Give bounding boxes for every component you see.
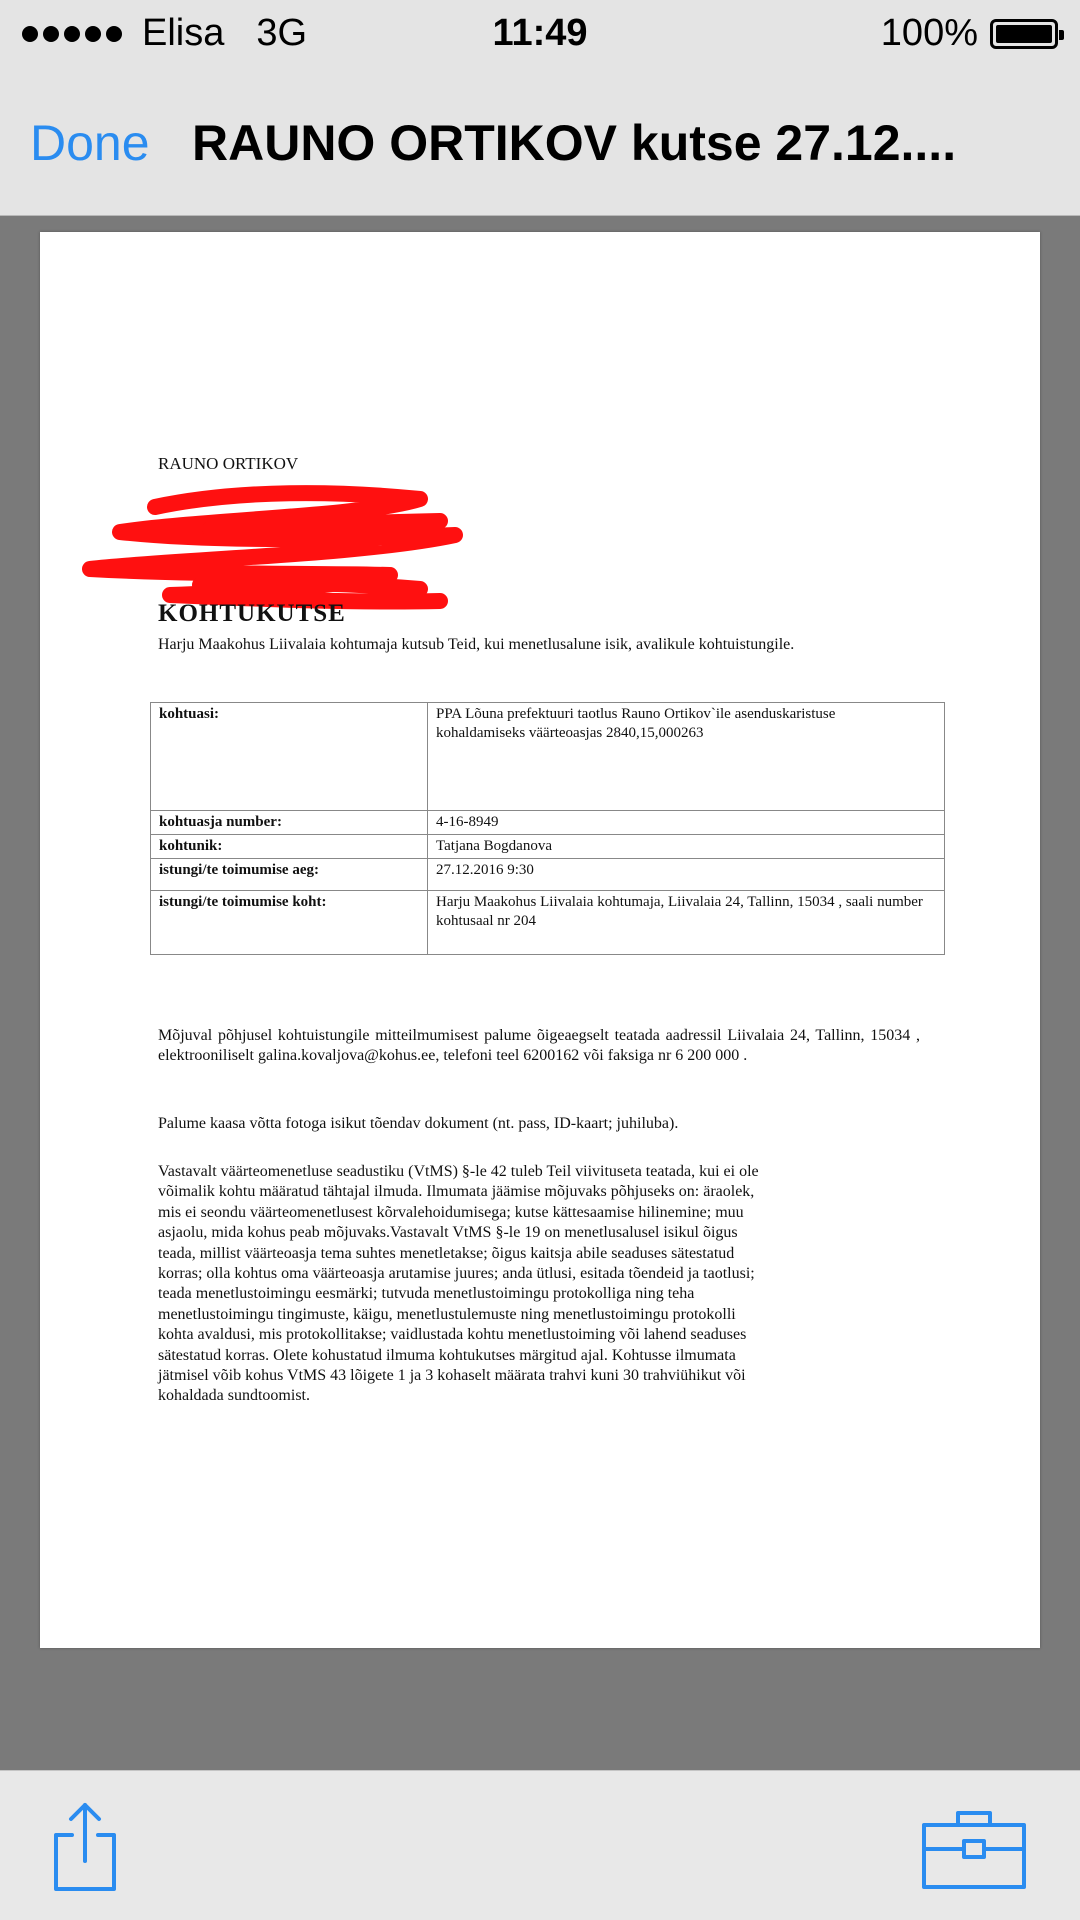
table-row: [151, 891, 945, 955]
table-key: kohtunik:: [151, 835, 428, 859]
network-type: 3G: [256, 12, 308, 54]
redaction-scribble: [60, 477, 480, 617]
table-value: 4-16-8949: [428, 811, 945, 835]
battery-percent: 100%: [880, 12, 978, 54]
rights-line: võimalik kohtu määratud tähtajal ilmuda. Ilmumata jäämise mõjuvaks põhjuseks on: äraolek,: [158, 1183, 755, 1201]
table-row: [151, 811, 945, 835]
done-button[interactable]: Done: [30, 115, 150, 171]
table-row: [151, 703, 945, 811]
bottom-toolbar: [0, 1770, 1080, 1920]
rights-line: mis ei seondu väärteomenetlusest kõrvalehoidumisega; kutse kättesaamise hilinemine; muu: [158, 1203, 744, 1221]
table-value: Harju Maakohus Liivalaia kohtumaja, Liivalaia 24, Tallinn, 15034 , saali number kohtusaal nr 204: [428, 891, 945, 955]
toolbox-icon[interactable]: [920, 1807, 1028, 1891]
table-value: Tatjana Bogdanova: [428, 835, 945, 859]
status-right: [881, 12, 1058, 55]
document-viewer[interactable]: [0, 216, 1080, 1770]
table-row: [151, 835, 945, 859]
document-title: RAUNO ORTIKOV kutse 27.12....: [192, 115, 957, 171]
absence-notice-paragraph: Mõjuval põhjusel kohtuistungile mitteilmumisest palume õigeaegselt teatada aadressil Liivalaia 24, Tallinn, 15034 , elektrooniliselt galina.kovaljova@kohus.ee, telefoni teel 6200162 või faksiga nr 6 200 000 .: [158, 1027, 920, 1064]
carrier-name: Elisa: [142, 12, 225, 54]
rights-line: kohaldada sundtoomist.: [158, 1387, 310, 1405]
rights-line: Vastavalt väärteomenetluse seadustiku (VtMS) §-le 42 tuleb Teil viivituseta teatada, kui ei ole: [158, 1163, 759, 1180]
rights-paragraph: [158, 1162, 920, 1407]
rights-line: menetlustoimingu tingimuste, käigu, menetlustulemuste ning menetlustoimingu protokolli: [158, 1305, 736, 1323]
battery-icon: [990, 19, 1058, 49]
case-details-table: [150, 702, 945, 955]
rights-line: teada, millist väärteoasja tema suhtes menetletakse; õigus kaitsja abile seaduses sätestatud: [158, 1244, 735, 1262]
rights-line: jätmisel võib kohus VtMS 43 lõigete 1 ja 3 kohaselt määrata trahvi kuni 30 trahviühikut või: [158, 1367, 746, 1385]
table-key: kohtuasja number:: [151, 811, 428, 835]
rights-line: teada menetlustoimingu eesmärki; tutvuda menetlustoimingu protokolliga ning teha: [158, 1285, 695, 1303]
status-bar: [0, 0, 1080, 68]
table-key: istungi/te toimumise koht:: [151, 891, 428, 955]
rights-line: asjaolu, mida kohus peab mõjuvaks.Vastavalt VtMS §-le 19 on menetlusalusel isikul õigus: [158, 1224, 738, 1242]
document-page[interactable]: [40, 232, 1040, 1648]
table-key: istungi/te toimumise aeg:: [151, 859, 428, 891]
rights-line: korras; olla kohtus oma väärteoasja arutamise juures; anda ütlusi, esitada tõendeid ja taotlusi;: [158, 1265, 755, 1283]
id-document-paragraph: Palume kaasa võtta fotoga isikut tõendav dokument (nt. pass, ID-kaart; juhiluba).: [158, 1115, 679, 1132]
rights-line: sätestatud korras. Olete kohustatud ilmuma kohtukutses märgitud ajal. Kohtusse ilmumata: [158, 1346, 736, 1364]
summons-heading: KOHTUKUTSE: [158, 600, 346, 627]
table-value: PPA Lõuna prefektuuri taotlus Rauno Ortikov`ile asenduskaristuse kohaldamiseks väärteoasjas 2840,15,000263: [428, 703, 945, 811]
status-time: 11:49: [492, 12, 588, 54]
table-key: kohtuasi:: [151, 703, 428, 811]
table-value: 27.12.2016 9:30: [428, 859, 945, 891]
nav-bar: [0, 68, 1080, 216]
recipient-name: RAUNO ORTIKOV: [158, 454, 299, 473]
intro-text: Harju Maakohus Liivalaia kohtumaja kutsub Teid, kui menetlusalune isik, avalikule kohtuistungile.: [158, 636, 795, 653]
rights-line: kohta avaldusi, mis protokollitakse; vaidlustada kohtu menetlustoiming või lahend seaduses: [158, 1326, 747, 1344]
table-row: [151, 859, 945, 891]
share-icon[interactable]: [50, 1801, 120, 1893]
